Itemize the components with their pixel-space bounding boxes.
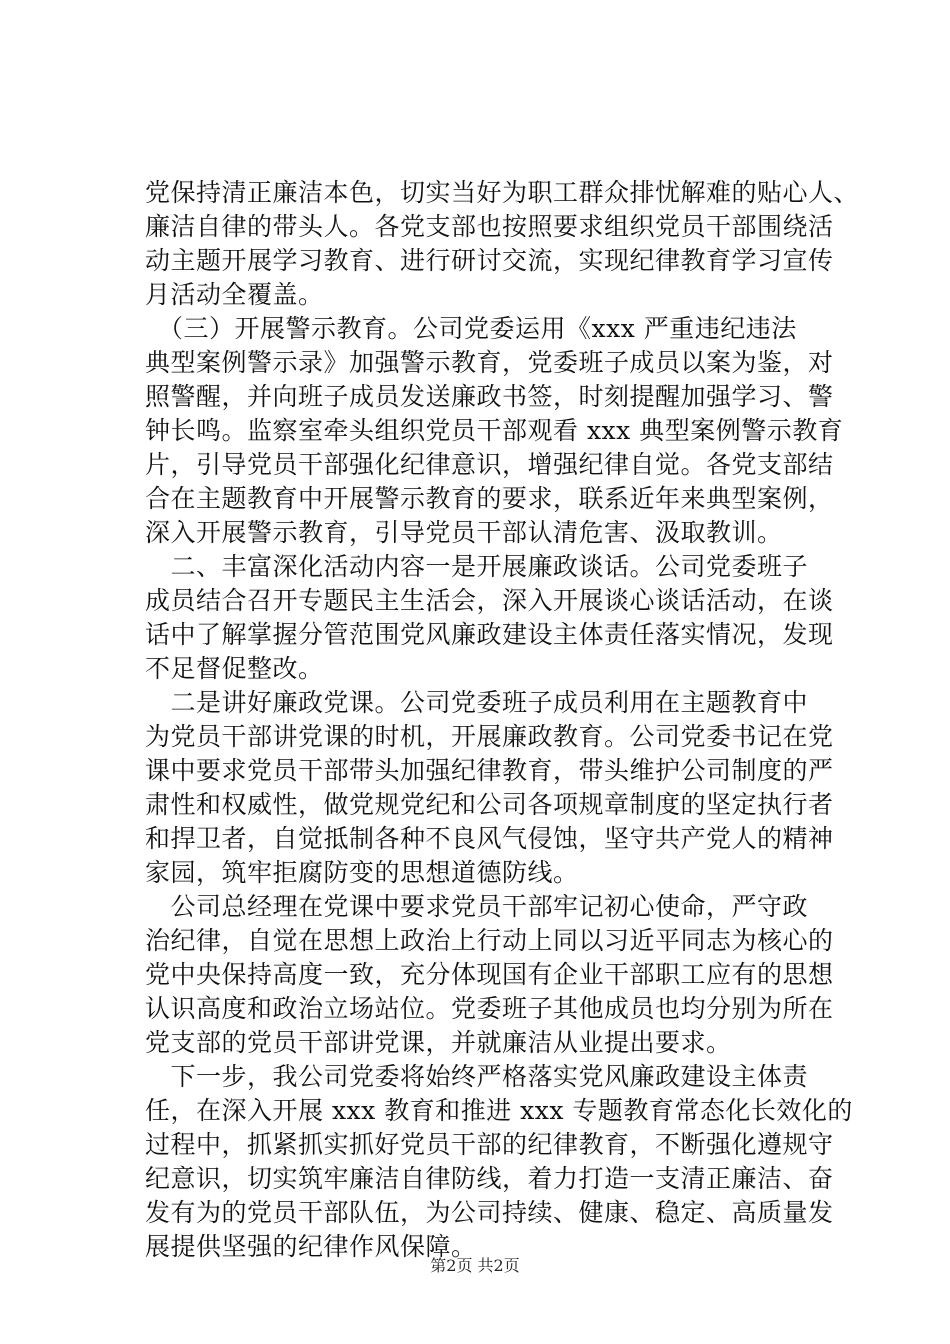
body-text-line: 不足督促整改。: [145, 654, 324, 683]
body-text-line: 纪意识，切实筑牢廉洁自律防线，着力打造一支清正廉洁、奋: [145, 1164, 834, 1193]
body-text-line: 肃性和权威性，做党规党纪和公司各项规章制度的坚定执行者: [145, 790, 834, 819]
body-text-line: 深入开展警示教育，引导党员干部认清危害、汲取教训。: [145, 518, 783, 547]
body-text-line: 片，引导党员干部强化纪律意识，增强纪律自觉。各党支部结: [145, 450, 834, 479]
body-text-line: 二是讲好廉政党课。公司党委班子成员利用在主题教育中: [145, 688, 809, 717]
body-text-line: 发有为的党员干部队伍，为公司持续、健康、稳定、高质量发: [145, 1198, 834, 1227]
body-text-line: 典型案例警示录》加强警示教育，党委班子成员以案为鉴，对: [145, 348, 834, 377]
body-text-line: 党中央保持高度一致，充分体现国有企业干部职工应有的思想: [145, 960, 834, 989]
body-text-line: 展提供坚强的纪律作风保障。: [145, 1232, 477, 1261]
body-text-line: 廉洁自律的带头人。各党支部也按照要求组织党员干部围绕活: [145, 212, 834, 241]
body-text-line: 话中了解掌握分管范围党风廉政建设主体责任落实情况，发现: [145, 620, 834, 649]
body-text-line: 二、丰富深化活动内容一是开展廉政谈话。公司党委班子: [145, 552, 809, 581]
body-text-line: 下一步，我公司党委将始终严格落实党风廉政建设主体责: [145, 1062, 809, 1091]
body-text-line: 党支部的党员干部讲党课，并就廉洁从业提出要求。: [145, 1028, 732, 1057]
body-text-line: 照警醒，并向班子成员发送廉政书签，时刻提醒加强学习、警: [145, 382, 834, 411]
body-text-line: 和捍卫者，自觉抵制各种不良风气侵蚀，坚守共产党人的精神: [145, 824, 834, 853]
body-text-line: 过程中，抓紧抓实抓好党员干部的纪律教育，不断强化遵规守: [145, 1130, 834, 1159]
body-text-line: 公司总经理在党课中要求党员干部牢记初心使命，严守政: [145, 892, 809, 921]
body-text-line: （三）开展警示教育。公司党委运用《xxx 严重违纪违法: [145, 314, 797, 343]
body-text-line: 认识高度和政治立场站位。党委班子其他成员也均分别为所在: [145, 994, 834, 1023]
body-text-line: 动主题开展学习教育、进行研讨交流，实现纪律教育学习宣传: [145, 246, 834, 275]
body-text-line: 任，在深入开展 xxx 教育和推进 xxx 专题教育常态化长效化的: [145, 1096, 853, 1125]
body-text-line: 治纪律，自觉在思想上政治上行动上同以习近平同志为核心的: [145, 926, 834, 955]
page-number-footer: 第2页 共2页: [430, 1256, 520, 1275]
body-text-line: 课中要求党员干部带头加强纪律教育，带头维护公司制度的严: [145, 756, 834, 785]
body-text-line: 月活动全覆盖。: [145, 280, 324, 309]
body-text-line: 钟长鸣。监察室牵头组织党员干部观看 xxx 典型案例警示教育: [145, 416, 844, 445]
body-text-line: 党保持清正廉洁本色，切实当好为职工群众排忧解难的贴心人、: [145, 178, 860, 207]
body-text-line: 合在主题教育中开展警示教育的要求，联系近年来典型案例，: [145, 484, 834, 513]
body-text-line: 家园，筑牢拒腐防变的思想道德防线。: [145, 858, 579, 887]
body-text-line: 为党员干部讲党课的时机，开展廉政教育。公司党委书记在党: [145, 722, 834, 751]
body-text-line: 成员结合召开专题民主生活会，深入开展谈心谈话活动，在谈: [145, 586, 834, 615]
